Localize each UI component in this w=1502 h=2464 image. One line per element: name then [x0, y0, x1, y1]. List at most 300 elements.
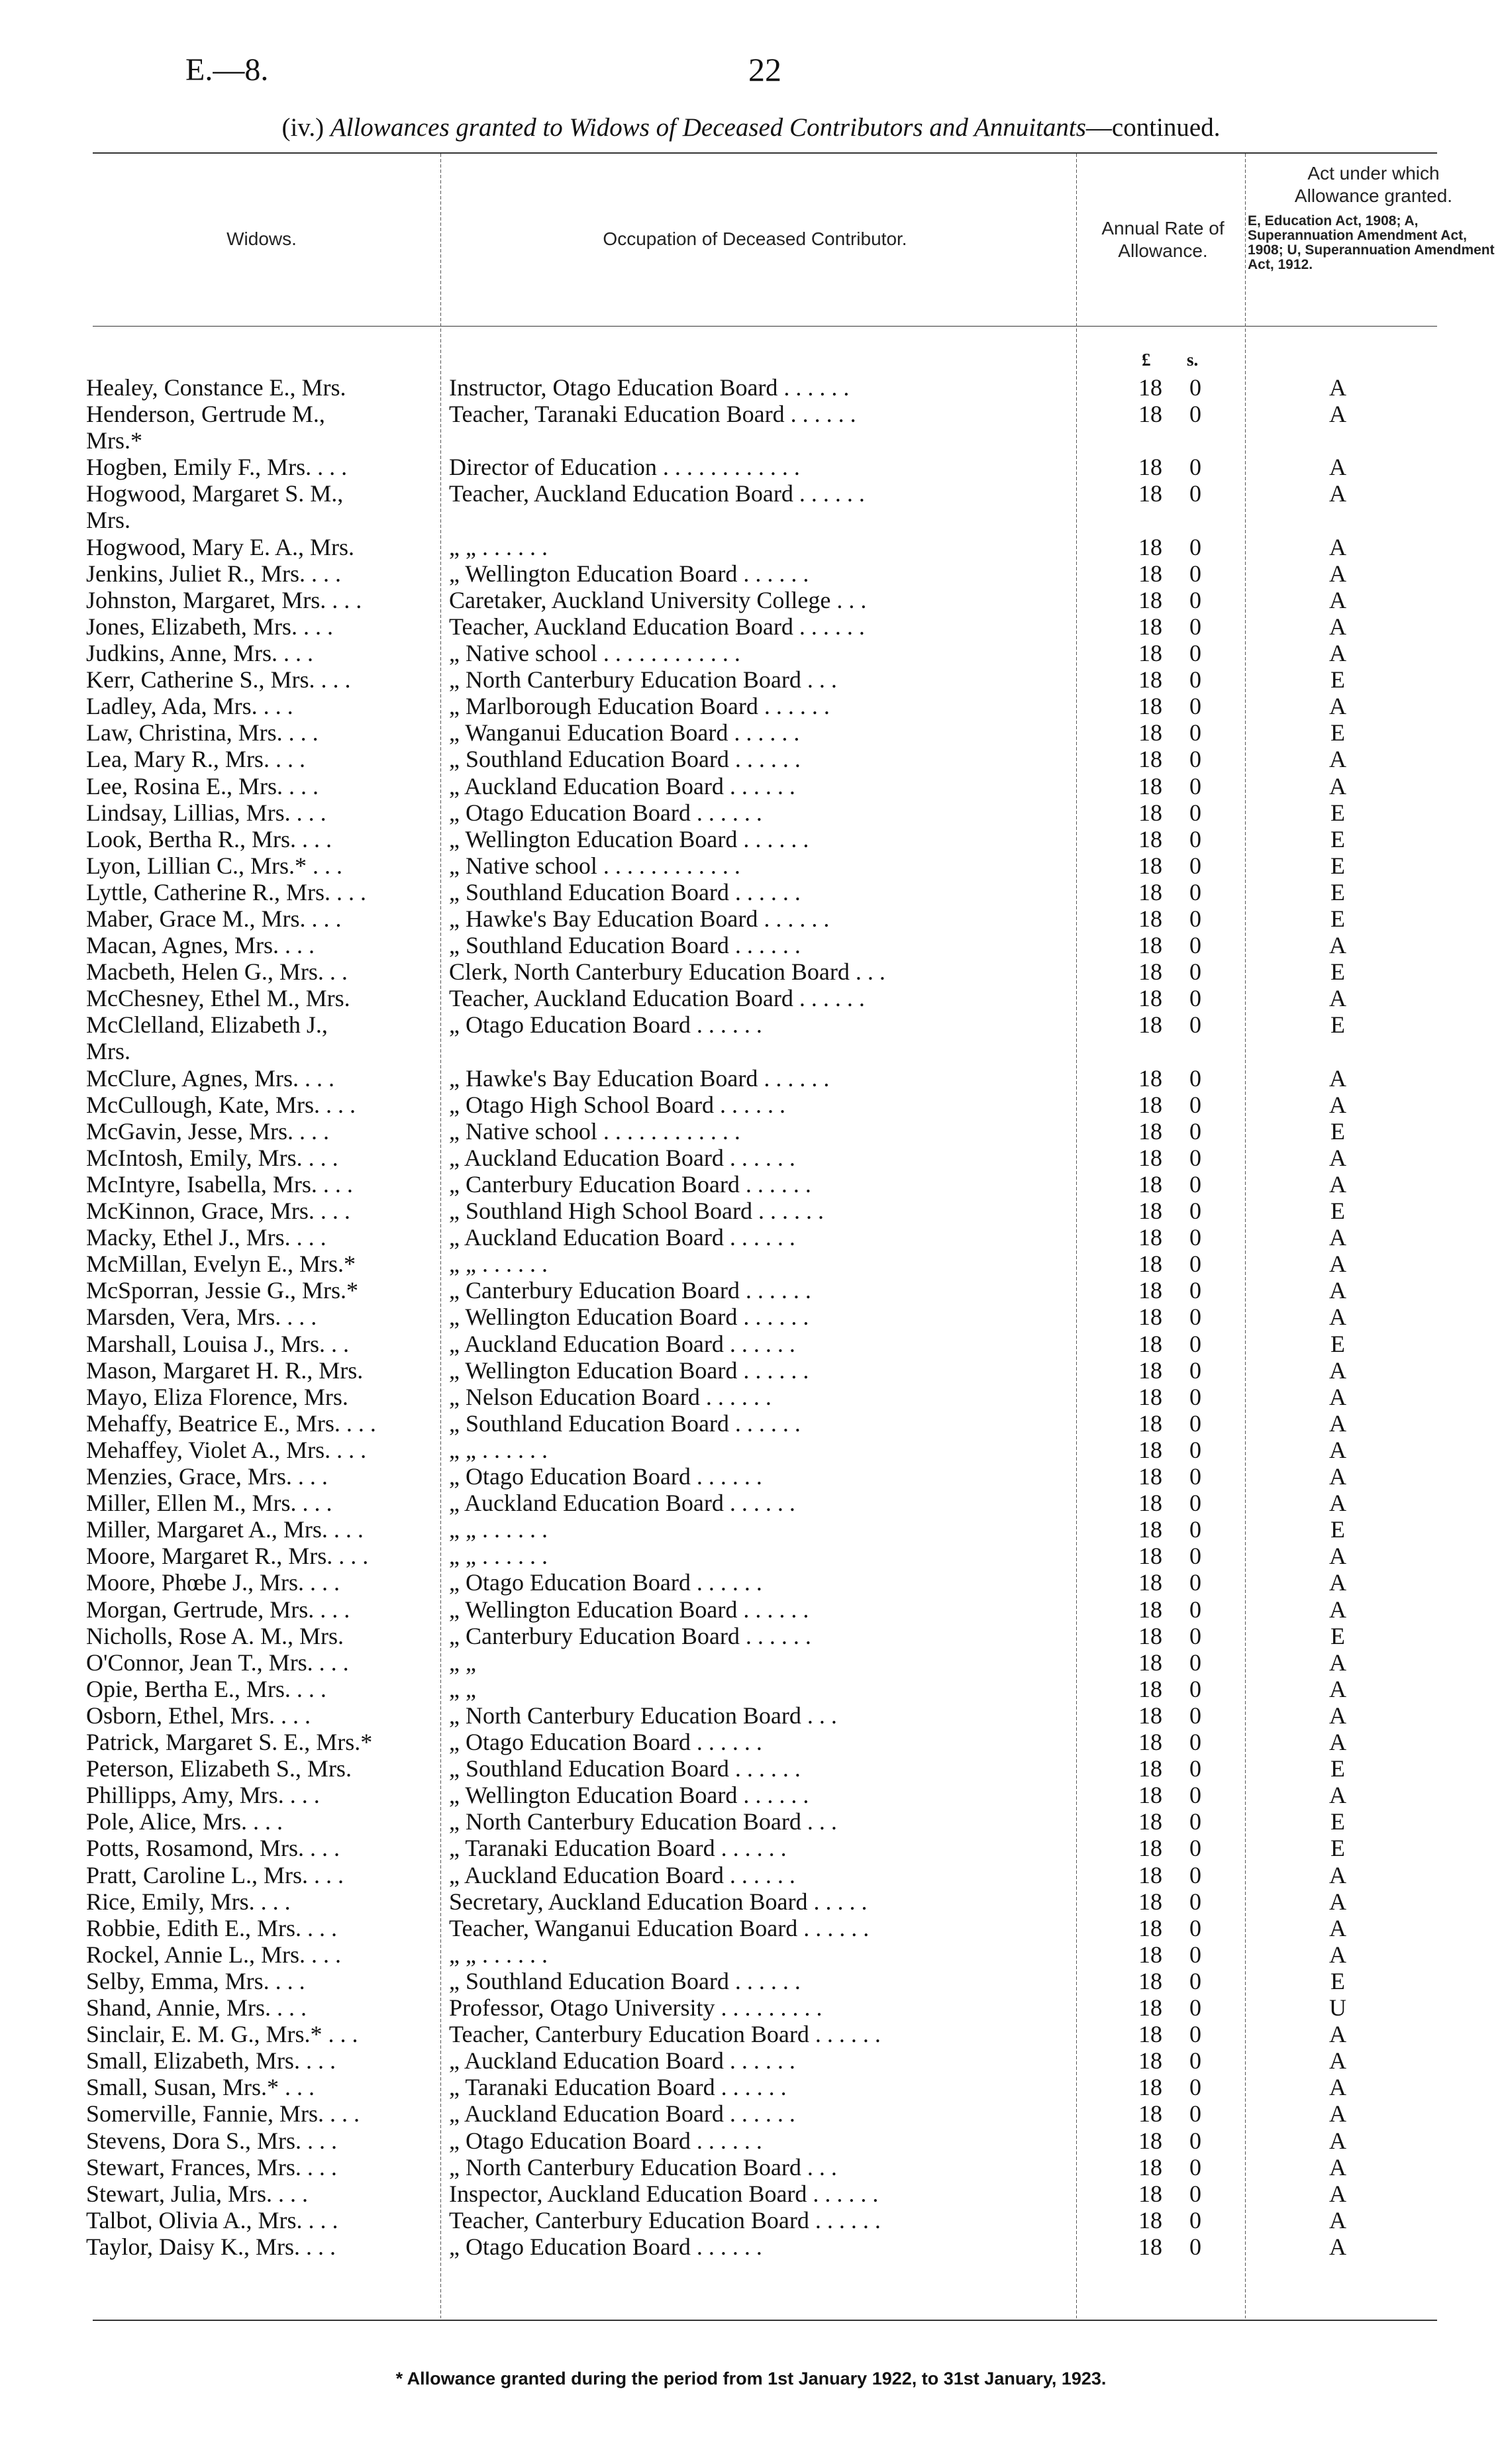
table-row: [0, 1277, 1502, 1304]
widow-name-line1: Mason, Margaret H. R., Mrs.: [86, 1357, 364, 1384]
widow-name: [86, 587, 440, 613]
table-row: [0, 1862, 1502, 1888]
widow-name-line2: Mrs.*: [86, 427, 143, 454]
act-code: E: [1330, 1968, 1345, 1994]
act-code: A: [1329, 1941, 1346, 1968]
allowance-shillings: 0: [1189, 1994, 1201, 2021]
widow-name: [86, 2128, 440, 2154]
widow-name: [86, 879, 440, 905]
widow-name-line1: Miller, Ellen M., Mrs. . . .: [86, 1490, 332, 1516]
allowance-shillings: 0: [1189, 1145, 1201, 1171]
widow-name-line1: Rice, Emily, Mrs. . . .: [86, 1888, 291, 1915]
table-row: [0, 1941, 1502, 1968]
widow-name-line1: Stevens, Dora S., Mrs. . . .: [86, 2128, 337, 2154]
table-row: [0, 2233, 1502, 2260]
widow-name: [86, 2021, 440, 2047]
widow-name: [86, 1171, 440, 1198]
widow-name: [86, 1304, 440, 1330]
allowance-shillings: 0: [1189, 2154, 1201, 2181]
occupation: „ Native school . . . . . . . . . . . .: [449, 640, 740, 666]
allowance-shillings: 0: [1189, 587, 1201, 613]
widow-name-line1: McChesney, Ethel M., Mrs.: [86, 985, 350, 1011]
allowance-pounds: 18: [1138, 693, 1162, 719]
allowance-shillings: 0: [1189, 719, 1201, 746]
widow-name: [86, 905, 440, 932]
act-code: A: [1329, 1384, 1346, 1410]
occupation: „ North Canterbury Education Board . . .: [449, 2154, 837, 2181]
allowance-shillings: 0: [1189, 905, 1201, 932]
table-row: [0, 1808, 1502, 1835]
act-code: A: [1329, 1888, 1346, 1915]
allowance-shillings: 0: [1189, 2233, 1201, 2260]
occupation: „ „ . . . . . .: [449, 1543, 548, 1569]
act-code: A: [1329, 560, 1346, 587]
widow-name-line1: McMillan, Evelyn E., Mrs.*: [86, 1251, 356, 1277]
allowance-pounds: 18: [1138, 1623, 1162, 1649]
widow-name: [86, 374, 440, 401]
widow-name-line1: Nicholls, Rose A. M., Mrs.: [86, 1623, 344, 1649]
table-row: [0, 401, 1502, 454]
act-code: E: [1330, 1118, 1345, 1145]
widow-name-line1: Ladley, Ada, Mrs. . . .: [86, 693, 293, 719]
allowance-shillings: 0: [1189, 1808, 1201, 1835]
occupation: „ Otago Education Board . . . . . .: [449, 1011, 762, 1038]
occupation: Clerk, North Canterbury Education Board . . .: [449, 958, 885, 985]
allowance-pounds: 18: [1138, 1410, 1162, 1437]
widow-name: [86, 719, 440, 746]
widow-name: [86, 932, 440, 958]
allowance-pounds: 18: [1138, 958, 1162, 985]
allowance-shillings: 0: [1189, 1011, 1201, 1038]
widow-name: [86, 1676, 440, 1702]
allowance-shillings: 0: [1189, 454, 1201, 480]
allowance-pounds: 18: [1138, 1224, 1162, 1251]
widow-name-line1: Phillipps, Amy, Mrs. . . .: [86, 1782, 320, 1808]
occupation: „ Southland Education Board . . . . . .: [449, 879, 801, 905]
widow-name-line1: Henderson, Gertrude M.,: [86, 401, 325, 427]
allowance-shillings: 0: [1189, 401, 1201, 427]
widow-name-line1: Kerr, Catherine S., Mrs. . . .: [86, 666, 351, 693]
widow-name: [86, 1543, 440, 1569]
act-code: A: [1329, 1065, 1346, 1092]
widow-name: [86, 1569, 440, 1596]
title-italic: Allowances granted to Widows of Deceased Contributors and Annuitants: [330, 113, 1086, 142]
allowance-shillings: 0: [1189, 613, 1201, 640]
act-code: E: [1330, 852, 1345, 879]
table-row: [0, 1755, 1502, 1782]
widow-name-line1: Shand, Annie, Mrs. . . .: [86, 1994, 307, 2021]
occupation: „ Taranaki Education Board . . . . . .: [449, 2074, 787, 2100]
table-row: [0, 932, 1502, 958]
allowance-pounds: 18: [1138, 1862, 1162, 1888]
allowance-shillings: 0: [1189, 640, 1201, 666]
allowance-pounds: 18: [1138, 1729, 1162, 1755]
allowance-pounds: 18: [1138, 1490, 1162, 1516]
widow-name: [86, 1941, 440, 1968]
allowance-shillings: 0: [1189, 1410, 1201, 1437]
widow-name-line1: Somerville, Fannie, Mrs. . . .: [86, 2100, 360, 2127]
widow-name-line1: Lyttle, Catherine R., Mrs. . . .: [86, 879, 366, 905]
allowance-pounds: 18: [1138, 2100, 1162, 2127]
table-row: [0, 1384, 1502, 1410]
widow-name: [86, 958, 440, 985]
act-code: A: [1329, 1649, 1346, 1676]
act-code: A: [1329, 1224, 1346, 1251]
table-row: [0, 1065, 1502, 1092]
occupation: „ Native school . . . . . . . . . . . .: [449, 1118, 740, 1145]
allowance-pounds: 18: [1138, 1782, 1162, 1808]
allowance-shillings: 0: [1189, 799, 1201, 826]
allowance-pounds: 18: [1138, 773, 1162, 799]
table-row: [0, 1011, 1502, 1064]
allowance-shillings: 0: [1189, 2207, 1201, 2233]
allowance-pounds: 18: [1138, 613, 1162, 640]
allowance-pounds: 18: [1138, 2154, 1162, 2181]
widow-name: [86, 1277, 440, 1304]
widow-name: [86, 799, 440, 826]
allowance-shillings: 0: [1189, 1092, 1201, 1118]
occupation: „ North Canterbury Education Board . . .: [449, 1808, 837, 1835]
allowance-pounds: 18: [1138, 587, 1162, 613]
allowance-pounds: 18: [1138, 1118, 1162, 1145]
widow-name-line1: Rockel, Annie L., Mrs. . . .: [86, 1941, 341, 1968]
allowance-pounds: 18: [1138, 1755, 1162, 1782]
widow-name: [86, 480, 440, 533]
rate-header-line2: Allowance.: [1118, 240, 1208, 261]
occupation: „ Auckland Education Board . . . . . .: [449, 2100, 795, 2127]
act-code: A: [1329, 2181, 1346, 2207]
table-row: [0, 746, 1502, 772]
widow-name-line1: Osborn, Ethel, Mrs. . . .: [86, 1702, 311, 1729]
widow-name-line1: Peterson, Elizabeth S., Mrs.: [86, 1755, 352, 1782]
occupation: „ Otago Education Board . . . . . .: [449, 2233, 762, 2260]
act-code: A: [1329, 2128, 1346, 2154]
column-header-rate: [1081, 217, 1245, 262]
act-code: A: [1329, 534, 1346, 560]
widow-name-line1: Talbot, Olivia A., Mrs. . . .: [86, 2207, 338, 2233]
widow-name: [86, 1623, 440, 1649]
act-code: E: [1330, 799, 1345, 826]
allowance-shillings: 0: [1189, 1198, 1201, 1224]
allowance-pounds: 18: [1138, 746, 1162, 772]
occupation: „ Wellington Education Board . . . . . .: [449, 560, 809, 587]
widow-name-line1: Mehaffy, Beatrice E., Mrs. . . .: [86, 1410, 376, 1437]
widow-name-line1: McSporran, Jessie G., Mrs.*: [86, 1277, 358, 1304]
occupation: „ Canterbury Education Board . . . . . .: [449, 1277, 811, 1304]
table-row: [0, 454, 1502, 480]
widow-name-line1: Marshall, Louisa J., Mrs. . .: [86, 1331, 349, 1357]
widow-name: [86, 1410, 440, 1437]
allowance-pounds: 18: [1138, 1331, 1162, 1357]
allowance-shillings: 0: [1189, 693, 1201, 719]
table-row: [0, 905, 1502, 932]
widow-name-line2: Mrs.: [86, 1038, 131, 1064]
act-code: E: [1330, 1516, 1345, 1543]
table-row: [0, 2128, 1502, 2154]
act-code: A: [1329, 1915, 1346, 1941]
allowance-pounds: 18: [1138, 1888, 1162, 1915]
allowance-shillings: 0: [1189, 1437, 1201, 1463]
title-suffix: —continued.: [1085, 113, 1221, 142]
occupation: „ Canterbury Education Board . . . . . .: [449, 1171, 811, 1198]
widow-name: [86, 2100, 440, 2127]
allowance-shillings: 0: [1189, 1384, 1201, 1410]
widow-name: [86, 1198, 440, 1224]
occupation: „ Wellington Education Board . . . . . .: [449, 1782, 809, 1808]
table-row: [0, 374, 1502, 401]
column-header-widows: Widows.: [226, 229, 297, 249]
widow-name-line1: Judkins, Anne, Mrs. . . .: [86, 640, 314, 666]
table-row: [0, 1463, 1502, 1490]
widow-name-line1: McClelland, Elizabeth J.,: [86, 1011, 328, 1038]
allowance-shillings: 0: [1189, 1968, 1201, 1994]
act-code: E: [1330, 958, 1345, 985]
allowance-shillings: 0: [1189, 2047, 1201, 2074]
table-title: [0, 113, 1502, 142]
widow-name: [86, 773, 440, 799]
widow-name: [86, 1092, 440, 1118]
widow-name: [86, 826, 440, 852]
widow-name-line1: Mayo, Eliza Florence, Mrs.: [86, 1384, 348, 1410]
act-code: E: [1330, 719, 1345, 746]
widow-name: [86, 1862, 440, 1888]
allowance-pounds: 18: [1138, 2207, 1162, 2233]
widow-name-line1: Sinclair, E. M. G., Mrs.* . . .: [86, 2021, 358, 2047]
occupation: „ „ . . . . . .: [449, 534, 548, 560]
table-row: [0, 985, 1502, 1011]
table-row: [0, 1915, 1502, 1941]
allowance-shillings: 0: [1189, 2021, 1201, 2047]
allowance-pounds: 18: [1138, 932, 1162, 958]
allowance-shillings: 0: [1189, 1941, 1201, 1968]
allowance-shillings: 0: [1189, 1224, 1201, 1251]
allowance-pounds: 18: [1138, 640, 1162, 666]
occupation: „ „: [449, 1676, 476, 1702]
table-row: [0, 587, 1502, 613]
widow-name-line1: Opie, Bertha E., Mrs. . . .: [86, 1676, 326, 1702]
act-code: A: [1329, 640, 1346, 666]
table-row: [0, 613, 1502, 640]
table-row: [0, 1543, 1502, 1569]
occupation: Director of Education . . . . . . . . . . . .: [449, 454, 800, 480]
table-row: [0, 1649, 1502, 1676]
table-row: [0, 1145, 1502, 1171]
allowance-pounds: 18: [1138, 1941, 1162, 1968]
occupation: Teacher, Canterbury Education Board . . . . . .: [449, 2021, 881, 2047]
occupation: „ Southland High School Board . . . . . .: [449, 1198, 824, 1224]
widow-name: [86, 613, 440, 640]
allowance-shillings: 0: [1189, 773, 1201, 799]
act-code: A: [1329, 2233, 1346, 2260]
allowance-pounds: 18: [1138, 1569, 1162, 1596]
allowance-shillings: 0: [1189, 1596, 1201, 1623]
occupation: „ Hawke's Bay Education Board . . . . . .: [449, 905, 830, 932]
widow-name: [86, 1251, 440, 1277]
occupation: „ Wellington Education Board . . . . . .: [449, 1596, 809, 1623]
table-row: [0, 1251, 1502, 1277]
widow-name-line1: Macky, Ethel J., Mrs. . . .: [86, 1224, 326, 1251]
widow-name-line1: Pole, Alice, Mrs. . . .: [86, 1808, 283, 1835]
occupation: „ Auckland Education Board . . . . . .: [449, 1490, 795, 1516]
widow-name-line1: Stewart, Julia, Mrs. . . .: [86, 2181, 308, 2207]
widow-name-line1: Lea, Mary R., Mrs. . . .: [86, 746, 305, 772]
header-top-rule: [93, 152, 1437, 154]
occupation: „ Wanganui Education Board . . . . . .: [449, 719, 800, 746]
widow-name-line1: Hogben, Emily F., Mrs. . . .: [86, 454, 348, 480]
widow-name-line1: O'Connor, Jean T., Mrs. . . .: [86, 1649, 349, 1676]
table-row: [0, 852, 1502, 879]
widow-name: [86, 401, 440, 454]
widow-name-line1: Potts, Rosamond, Mrs. . . .: [86, 1835, 340, 1861]
widow-name-line1: Johnston, Margaret, Mrs. . . .: [86, 587, 362, 613]
allowance-pounds: 18: [1138, 480, 1162, 507]
act-code: E: [1330, 826, 1345, 852]
act-code: A: [1329, 985, 1346, 1011]
act-code: A: [1329, 693, 1346, 719]
allowance-shillings: 0: [1189, 1516, 1201, 1543]
allowance-pounds: 18: [1138, 2021, 1162, 2047]
allowance-shillings: 0: [1189, 1543, 1201, 1569]
widow-name: [86, 852, 440, 879]
act-code: A: [1329, 1304, 1346, 1330]
allowance-pounds: 18: [1138, 1011, 1162, 1038]
act-code: A: [1329, 773, 1346, 799]
widow-name: [86, 1994, 440, 2021]
allowance-shillings: 0: [1189, 1915, 1201, 1941]
allowance-shillings: 0: [1189, 480, 1201, 507]
act-code: A: [1329, 1490, 1346, 1516]
allowance-pounds: 18: [1138, 719, 1162, 746]
widow-name: [86, 1755, 440, 1782]
allowance-shillings: 0: [1189, 1702, 1201, 1729]
allowance-pounds: 18: [1138, 1808, 1162, 1835]
act-code: A: [1329, 2074, 1346, 2100]
act-code: A: [1329, 587, 1346, 613]
table-row: [0, 1623, 1502, 1649]
widow-name-line1: Hogwood, Margaret S. M.,: [86, 480, 344, 507]
act-code: A: [1329, 1410, 1346, 1437]
allowance-shillings: 0: [1189, 2181, 1201, 2207]
column-header-occupation: Occupation of Deceased Contributor.: [603, 229, 907, 249]
widow-name: [86, 2154, 440, 2181]
allowance-pounds: 18: [1138, 1516, 1162, 1543]
allowance-pounds: 18: [1138, 454, 1162, 480]
allowance-shillings: 0: [1189, 560, 1201, 587]
allowance-shillings: 0: [1189, 852, 1201, 879]
act-code: A: [1329, 2047, 1346, 2074]
act-code: A: [1329, 613, 1346, 640]
widow-name: [86, 1011, 440, 1064]
allowance-shillings: 0: [1189, 1649, 1201, 1676]
widow-name-line1: Mehaffey, Violet A., Mrs. . . .: [86, 1437, 367, 1463]
occupation: „ Native school . . . . . . . . . . . .: [449, 852, 740, 879]
widow-name: [86, 1835, 440, 1861]
allowance-pounds: 18: [1138, 1702, 1162, 1729]
occupation: Instructor, Otago Education Board . . . . . .: [449, 374, 850, 401]
occupation: Teacher, Wanganui Education Board . . . . . .: [449, 1915, 870, 1941]
rate-header-line1: Annual Rate of: [1101, 218, 1225, 238]
occupation: „ Auckland Education Board . . . . . .: [449, 1331, 795, 1357]
act-code: A: [1329, 1251, 1346, 1277]
occupation: „ Wellington Education Board . . . . . .: [449, 826, 809, 852]
widow-name: [86, 1224, 440, 1251]
table-row: [0, 1729, 1502, 1755]
table-row: [0, 1702, 1502, 1729]
allowance-shillings: 0: [1189, 932, 1201, 958]
table-row: [0, 1782, 1502, 1808]
widow-name: [86, 560, 440, 587]
widow-name-line1: Healey, Constance E., Mrs.: [86, 374, 346, 401]
occupation: „ Wellington Education Board . . . . . .: [449, 1304, 809, 1330]
widow-name: [86, 2074, 440, 2100]
act-code: A: [1329, 1145, 1346, 1171]
table-row: [0, 826, 1502, 852]
allowance-shillings: 0: [1189, 1171, 1201, 1198]
occupation: „ „ . . . . . .: [449, 1941, 548, 1968]
table-row: [0, 1118, 1502, 1145]
occupation: „ „ . . . . . .: [449, 1516, 548, 1543]
widow-name: [86, 666, 440, 693]
table-row: [0, 560, 1502, 587]
widow-name: [86, 2181, 440, 2207]
widow-name: [86, 1782, 440, 1808]
widow-name: [86, 1118, 440, 1145]
title-prefix: (iv.): [281, 113, 330, 142]
table-row: [0, 958, 1502, 985]
widow-name-line1: Jones, Elizabeth, Mrs. . . .: [86, 613, 333, 640]
widow-name-line1: Selby, Emma, Mrs. . . .: [86, 1968, 305, 1994]
act-code: A: [1329, 1782, 1346, 1808]
allowance-shillings: 0: [1189, 1729, 1201, 1755]
act-code: E: [1330, 1198, 1345, 1224]
act-code: A: [1329, 1729, 1346, 1755]
allowance-pounds: 18: [1138, 1676, 1162, 1702]
widow-name: [86, 1702, 440, 1729]
widow-name: [86, 1065, 440, 1092]
allowance-pounds: 18: [1138, 1968, 1162, 1994]
table-row: [0, 2181, 1502, 2207]
widow-name: [86, 2047, 440, 2074]
table-row: [0, 1968, 1502, 1994]
act-code: E: [1330, 1808, 1345, 1835]
act-code: A: [1329, 746, 1346, 772]
widow-name-line1: Moore, Phœbe J., Mrs. . . .: [86, 1569, 340, 1596]
allowance-shillings: 0: [1189, 2074, 1201, 2100]
widow-name-line1: Small, Elizabeth, Mrs. . . .: [86, 2047, 336, 2074]
widow-name-line2: Mrs.: [86, 507, 131, 533]
act-code: A: [1329, 1862, 1346, 1888]
allowance-shillings: 0: [1189, 1862, 1201, 1888]
act-code: A: [1329, 2100, 1346, 2127]
occupation: „ Southland Education Board . . . . . .: [449, 1410, 801, 1437]
widow-name: [86, 985, 440, 1011]
allowance-shillings: 0: [1189, 1118, 1201, 1145]
widow-name: [86, 1490, 440, 1516]
allowance-pounds: 18: [1138, 852, 1162, 879]
table-row: [0, 1171, 1502, 1198]
occupation: „ Otago Education Board . . . . . .: [449, 1463, 762, 1490]
allowance-shillings: 0: [1189, 374, 1201, 401]
act-code: A: [1329, 374, 1346, 401]
occupation: „ „ . . . . . .: [449, 1437, 548, 1463]
table-row: [0, 2100, 1502, 2127]
act-code: A: [1329, 1277, 1346, 1304]
widow-name: [86, 1331, 440, 1357]
act-header-line1: Act under which: [1307, 163, 1440, 183]
page-number: 22: [748, 51, 781, 88]
table-row: [0, 640, 1502, 666]
allowance-shillings: 0: [1189, 2100, 1201, 2127]
